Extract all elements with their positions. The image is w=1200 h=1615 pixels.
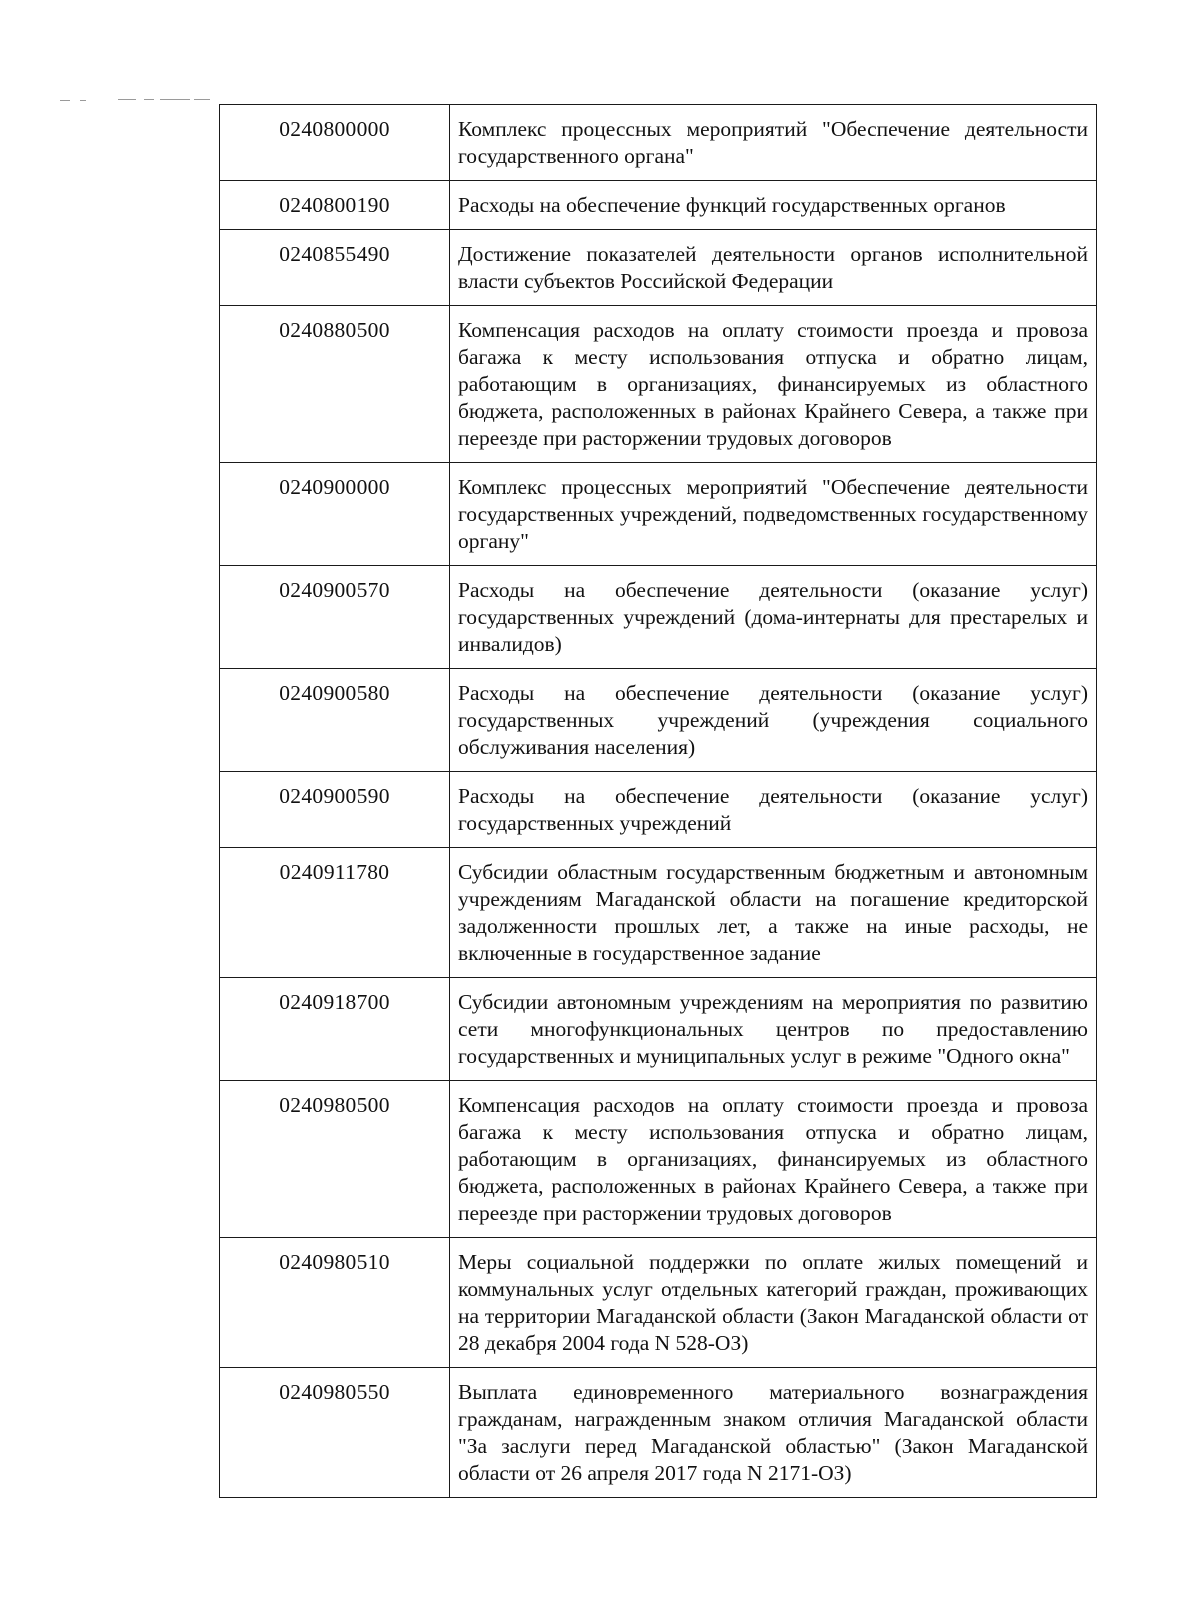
code-cell: 0240900580 [220,669,450,772]
table-row [220,105,1097,181]
table-row [220,669,1097,772]
table-row [220,181,1097,230]
description-cell: Субсидии автономным учреждениям на мероприятия по развитию сети многофункциональных центров по предоставлению государственных и муниципальных услуг в режиме "Одного окна" [450,978,1097,1081]
table-row [220,306,1097,463]
code-cell: 0240800000 [220,105,450,181]
description-cell: Расходы на обеспечение деятельности (оказание услуг) государственных учреждений [450,772,1097,848]
table-row [220,978,1097,1081]
code-cell: 0240980500 [220,1081,450,1238]
code-cell: 0240880500 [220,306,450,463]
code-cell: 0240918700 [220,978,450,1081]
description-cell: Выплата единовременного материального вознаграждения гражданам, награжденным знаком отличия Магаданской области "За заслуги перед Магаданской областью" (Закон Магаданской области от 26 апреля 2017 года N 2171-ОЗ) [450,1368,1097,1498]
description-cell: Расходы на обеспечение деятельности (оказание услуг) государственных учреждений (учреждения социального обслуживания населения) [450,669,1097,772]
table-row [220,1368,1097,1498]
code-cell: 0240980550 [220,1368,450,1498]
description-cell: Компенсация расходов на оплату стоимости проезда и провоза багажа к месту использования отпуска и обратно лицам, работающим в организациях, финансируемых из областного бюджета, расположенных в районах Крайнего Севера, а также при переезде при расторжении трудовых договоров [450,306,1097,463]
table-row [220,566,1097,669]
code-cell: 0240800190 [220,181,450,230]
code-cell: 0240900000 [220,463,450,566]
description-cell: Меры социальной поддержки по оплате жилых помещений и коммунальных услуг отдельных категорий граждан, проживающих на территории Магаданской области (Закон Магаданской области от 28 декабря 2004 года N 528-ОЗ) [450,1238,1097,1368]
code-cell: 0240900570 [220,566,450,669]
table-row [220,463,1097,566]
table-row [220,230,1097,306]
code-cell: 0240980510 [220,1238,450,1368]
scan-artifacts [60,98,210,108]
budget-codes-table [219,104,1097,1498]
table-row [220,1238,1097,1368]
code-cell: 0240855490 [220,230,450,306]
code-cell: 0240900590 [220,772,450,848]
description-cell: Субсидии областным государственным бюджетным и автономным учреждениям Магаданской области на погашение кредиторской задолженности прошлых лет, а также на иные расходы, не включенные в государственное задание [450,848,1097,978]
table-row [220,772,1097,848]
table-row [220,848,1097,978]
description-cell: Компенсация расходов на оплату стоимости проезда и провоза багажа к месту использования отпуска и обратно лицам, работающим в организациях, финансируемых из областного бюджета, расположенных в районах Крайнего Севера, а также при переезде при расторжении трудовых договоров [450,1081,1097,1238]
description-cell: Комплекс процессных мероприятий "Обеспечение деятельности государственного органа" [450,105,1097,181]
description-cell: Комплекс процессных мероприятий "Обеспечение деятельности государственных учреждений, подведомственных государственному органу" [450,463,1097,566]
description-cell: Достижение показателей деятельности органов исполнительной власти субъектов Российской Федерации [450,230,1097,306]
description-cell: Расходы на обеспечение деятельности (оказание услуг) государственных учреждений (дома-интернаты для престарелых и инвалидов) [450,566,1097,669]
description-cell: Расходы на обеспечение функций государственных органов [450,181,1097,230]
code-cell: 0240911780 [220,848,450,978]
table-row [220,1081,1097,1238]
